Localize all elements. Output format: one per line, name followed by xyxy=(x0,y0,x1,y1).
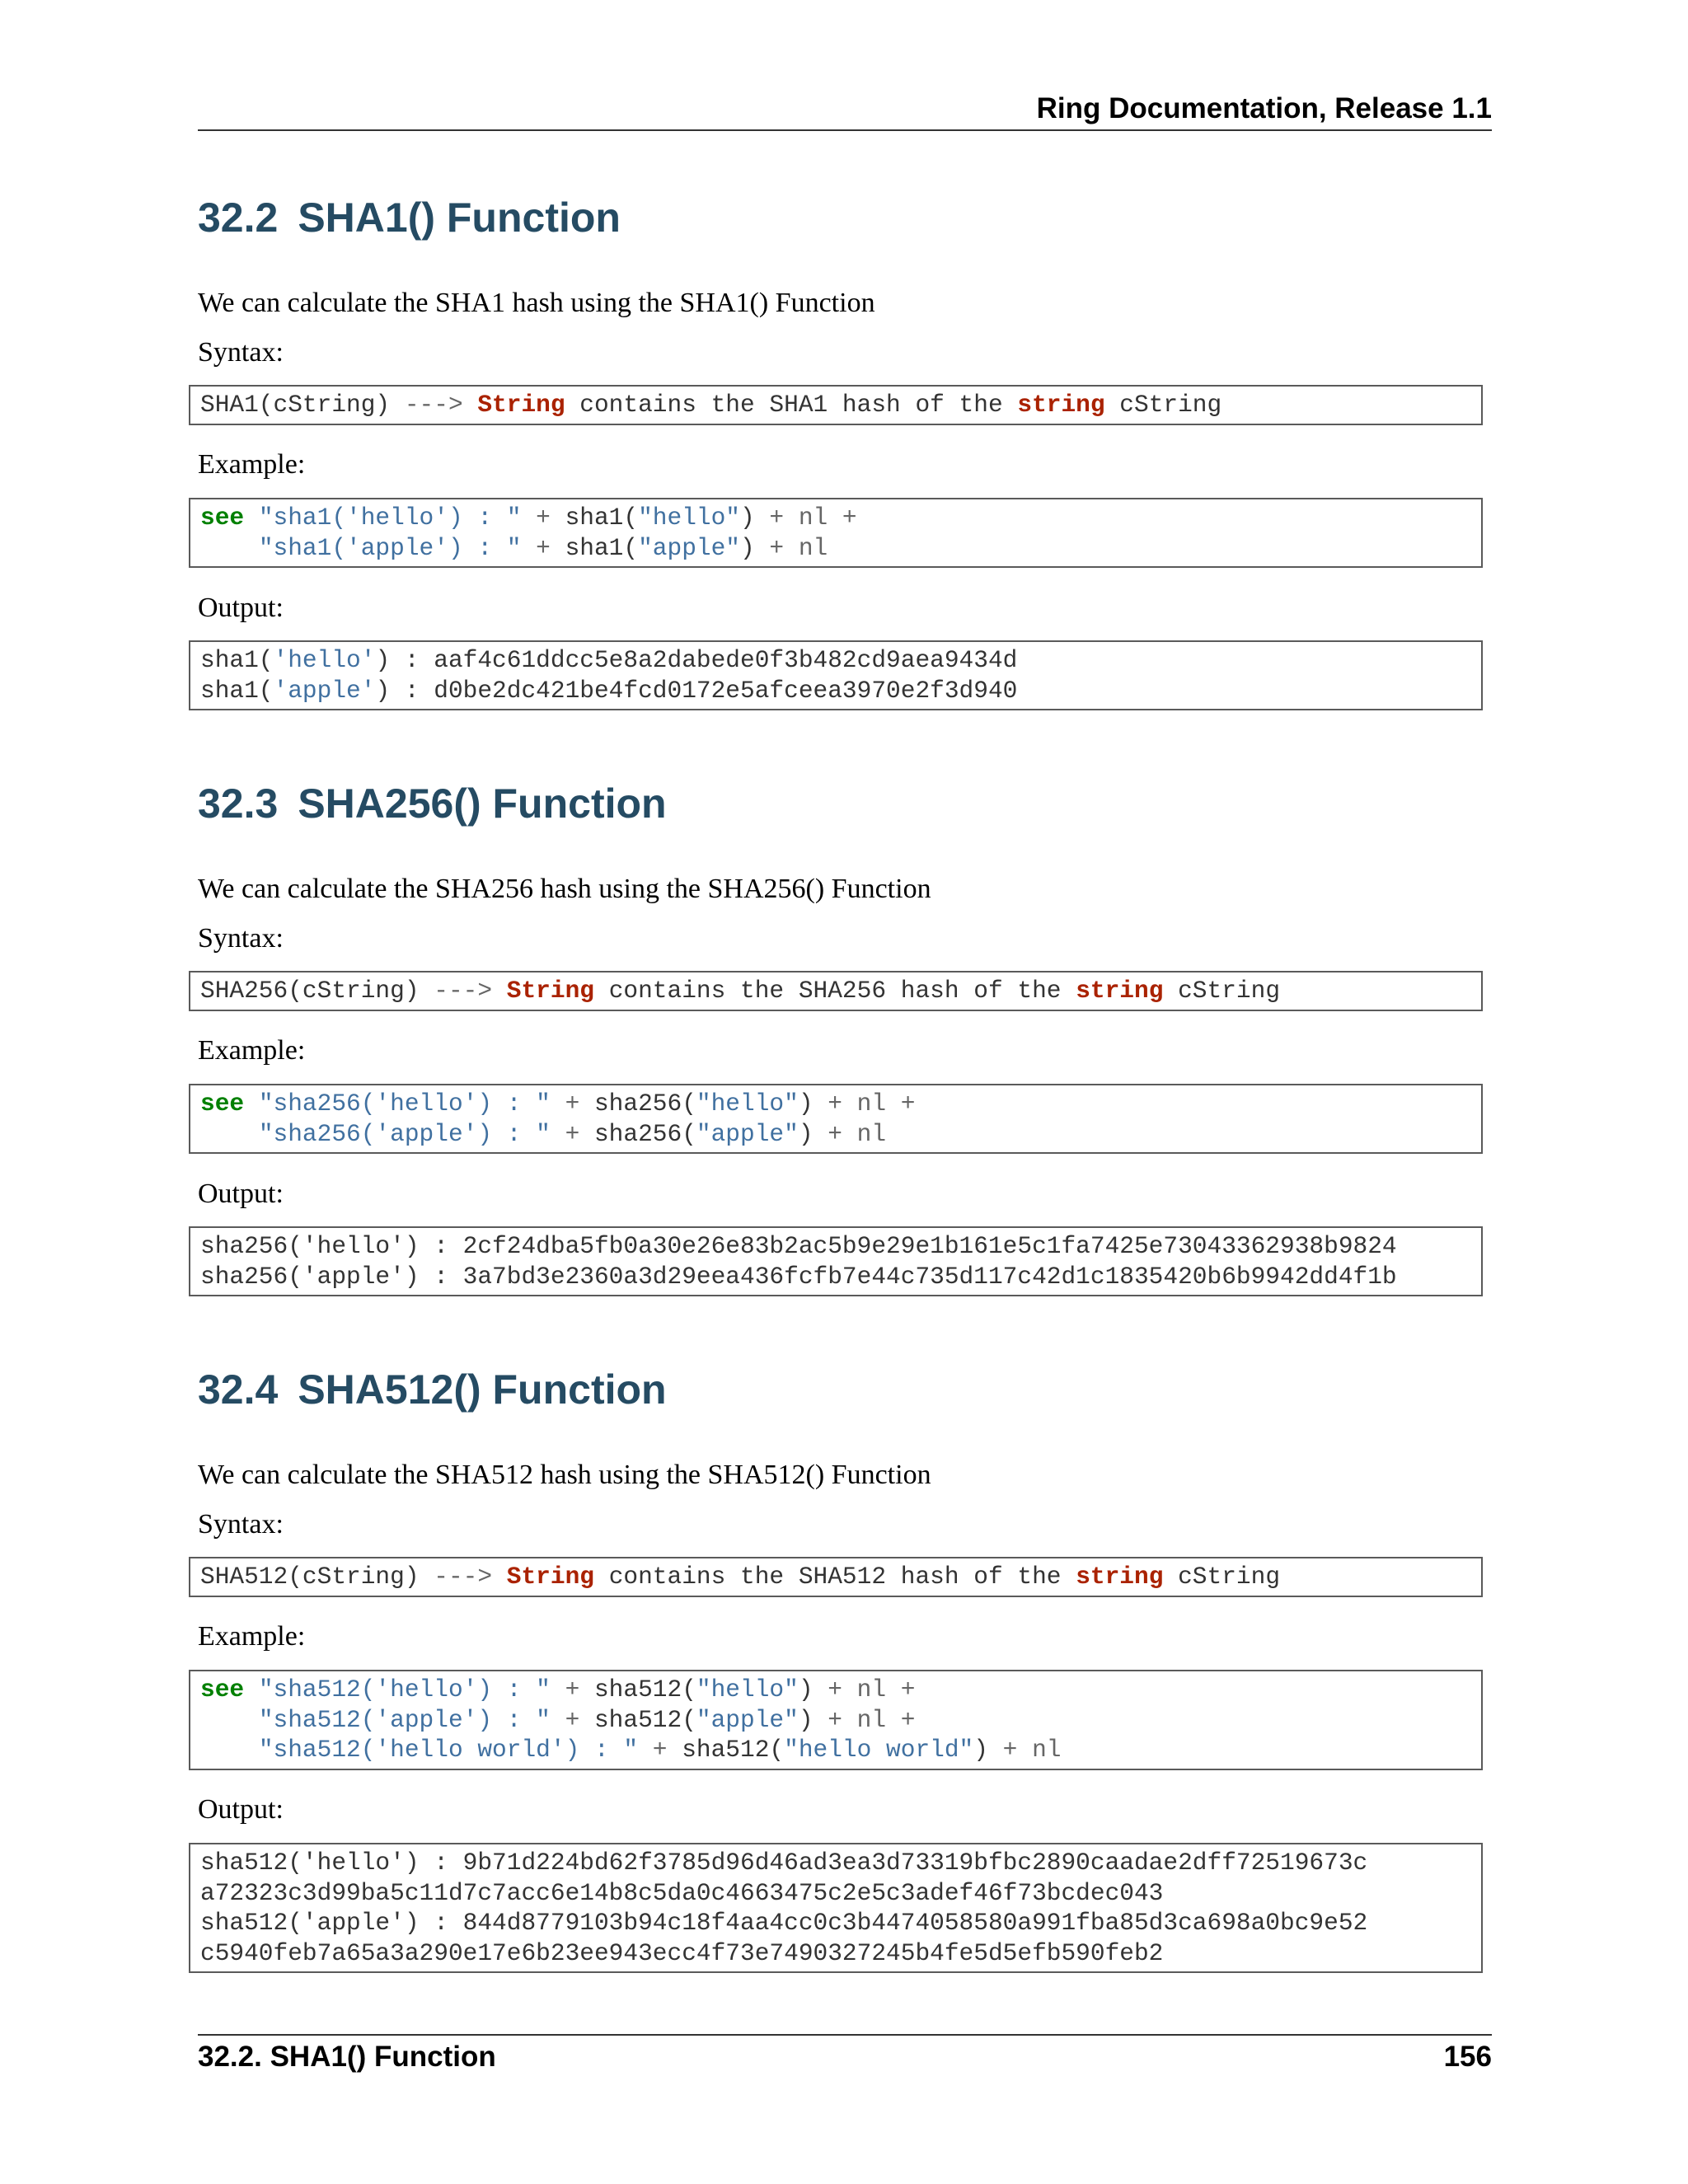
header-rule xyxy=(198,129,1492,131)
output-label: Output: xyxy=(198,593,284,623)
example-label: Example: xyxy=(198,449,306,480)
output-code-block: sha256('hello') : 2cf24dba5fb0a30e26e83b2ac5b9e29e1b161e5c1fa7425e73043362938b9824 sha256('apple') : 3a7bd3e2360a3d29eea436fcfb7e44c735d117c42d1c1835420b6b9942dd4f1b xyxy=(189,1226,1483,1296)
section-heading: SHA256() Function xyxy=(298,780,667,827)
section-number: 32.3 xyxy=(198,780,279,827)
output-code-block: sha1('hello') : aaf4c61ddcc5e8a2dabede0f3b482cd9aea9434d sha1('apple') : d0be2dc421be4fcd0172e5afceea3970e2f3d940 xyxy=(189,640,1483,710)
section-title xyxy=(198,193,1500,242)
example-code-block: see "sha512('hello') : " + sha512("hello") + nl + "sha512('apple') : " + sha512("apple") + nl + "sha512('hello world') : " + sha512("hello world") + nl xyxy=(189,1670,1483,1770)
example-code-block: see "sha256('hello') : " + sha256("hello") + nl + "sha256('apple') : " + sha256("apple") + nl xyxy=(189,1084,1483,1154)
section-number: 32.2 xyxy=(198,194,279,241)
syntax-label: Syntax: xyxy=(198,923,284,954)
example-code-block: see "sha1('hello') : " + sha1("hello") + nl + "sha1('apple') : " + sha1("apple") + nl xyxy=(189,498,1483,568)
syntax-code-block: SHA1(cString) ---> String contains the SHA1 hash of the string cString xyxy=(189,385,1483,425)
syntax-code-block: SHA512(cString) ---> String contains the SHA512 hash of the string cString xyxy=(189,1557,1483,1597)
syntax-label: Syntax: xyxy=(198,337,284,368)
example-label: Example: xyxy=(198,1035,306,1066)
section-sha512 xyxy=(198,1365,1500,1967)
output-label: Output: xyxy=(198,1179,284,1209)
section-heading: SHA1() Function xyxy=(298,194,621,241)
section-heading: SHA512() Function xyxy=(298,1366,667,1413)
section-title xyxy=(198,1365,1500,1414)
intro-paragraph: We can calculate the SHA1 hash using the SHA1() Function xyxy=(198,288,875,318)
intro-paragraph: We can calculate the SHA256 hash using the SHA256() Function xyxy=(198,874,931,904)
section-sha256 xyxy=(198,779,1500,1291)
running-header: Ring Documentation, Release 1.1 xyxy=(1036,92,1492,124)
intro-paragraph: We can calculate the SHA512 hash using the SHA512() Function xyxy=(198,1460,931,1490)
output-label: Output: xyxy=(198,1794,284,1825)
example-label: Example: xyxy=(198,1621,306,1652)
section-number: 32.4 xyxy=(198,1366,279,1413)
syntax-code-block: SHA256(cString) ---> String contains the SHA256 hash of the string cString xyxy=(189,971,1483,1011)
syntax-label: Syntax: xyxy=(198,1509,284,1540)
output-code-block: sha512('hello') : 9b71d224bd62f3785d96d46ad3ea3d73319bfbc2890caadae2dff72519673c a72323c3d99ba5c11d7c7acc6e14b8c5da0c4663475c2e5c3adef46f73bcdec043 sha512('apple') : 844d8779103b94c18f4aa4cc0c3b4474058580a991fba85d3ca698a0bc9e52 c5940feb7a65a3a290e17e6b23ee943ecc4f73e7490327245b4fe5d5efb590feb2 xyxy=(189,1843,1483,1973)
section-sha1 xyxy=(198,193,1500,705)
footer-section-title: 32.2. SHA1() Function xyxy=(198,2041,496,2073)
page-number: 156 xyxy=(1443,2041,1492,2073)
section-title xyxy=(198,779,1500,828)
footer-rule xyxy=(198,2034,1492,2036)
